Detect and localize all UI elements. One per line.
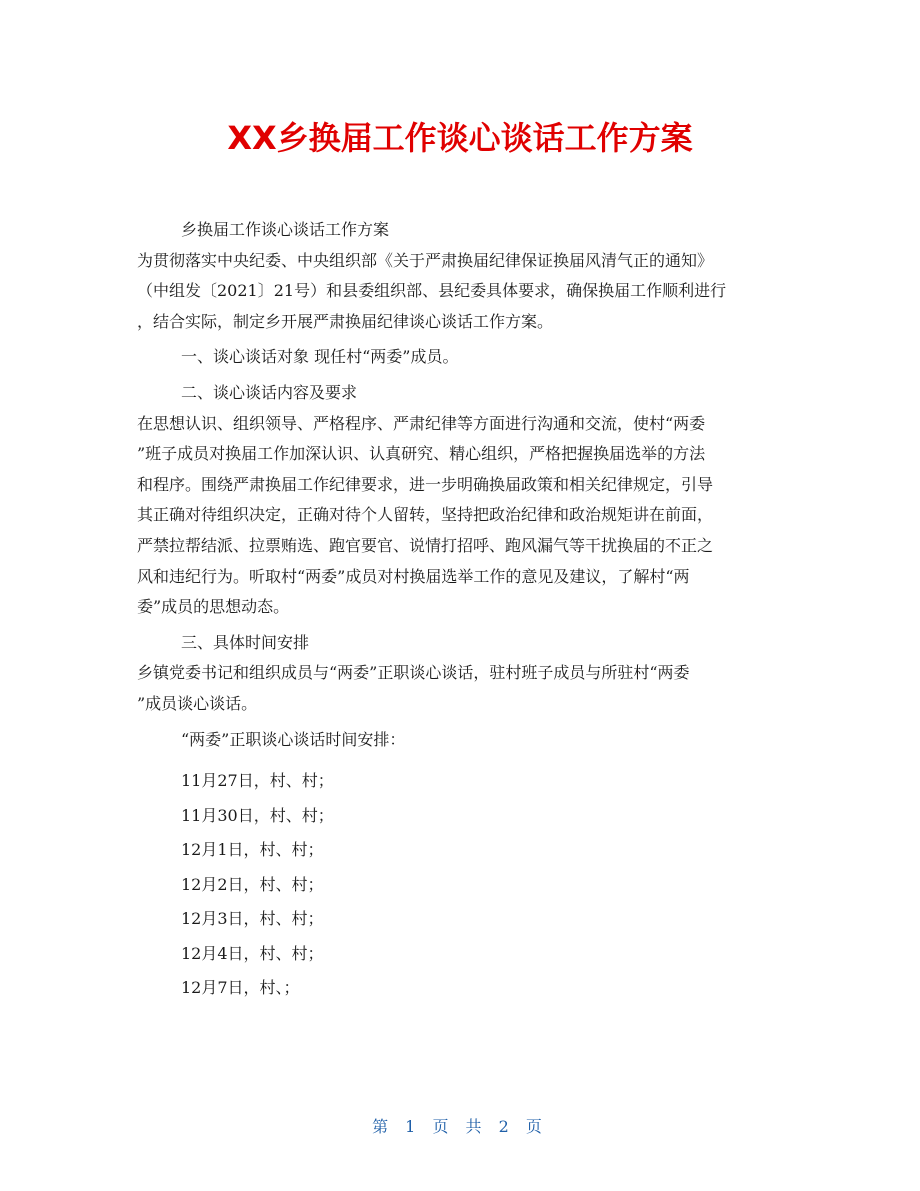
schedule-item: 12月4日，村、村；	[181, 943, 324, 963]
section-2-line: 在思想认识、组织领导、严格程序、严肃纪律等方面进行沟通和交流，使村“两委	[137, 413, 706, 433]
intro-line: 为贯彻落实中央纪委、中央组织部《关于严肃换届纪律保证换届风清气正的通知》	[137, 250, 714, 270]
intro-line: （中组发〔2021〕21号）和县委组织部、县纪委具体要求，确保换届工作顺利进行	[137, 281, 727, 301]
section-2-line: 严禁拉帮结派、拉票贿选、跑官要官、说情打招呼、跑风漏气等干扰换届的不正之	[137, 535, 714, 555]
section-1: 一、谈心谈话对象 现任村“两委”成员。	[181, 347, 459, 367]
section-2-line: 委”成员的思想动态。	[137, 597, 290, 617]
document-subtitle: 乡换届工作谈心谈话工作方案	[181, 220, 390, 239]
section-2-line: 风和违纪行为。听取村“两委”成员对村换届选举工作的意见及建议，了解村“两	[137, 566, 690, 586]
section-2-line: 和程序。围绕严肃换届工作纪律要求，进一步明确换届政策和相关纪律规定，引导	[137, 474, 714, 494]
schedule-item: 12月1日，村、村；	[181, 840, 324, 860]
document-body	[137, 215, 787, 1006]
section-3-heading: 三、具体时间安排	[181, 632, 310, 652]
schedule-list	[137, 764, 787, 1006]
section-3-line: ”成员谈心谈话。	[137, 693, 258, 713]
schedule-item: 12月7日，村、；	[181, 978, 300, 998]
section-2-line: ”班子成员对换届工作加深认识、认真研究、精心组织，严格把握换届选举的方法	[137, 444, 706, 464]
schedule-item: 12月3日，村、村；	[181, 909, 324, 929]
schedule-item: 12月2日，村、村；	[181, 874, 324, 894]
section-3-line: 乡镇党委书记和组织成员与“两委”正职谈心谈话，驻村班子成员与所驻村“两委	[137, 663, 690, 683]
section-2-line: 其正确对待组织决定，正确对待个人留转，坚持把政治纪律和政治规矩讲在前面，	[137, 505, 714, 525]
schedule-heading: “两委”正职谈心谈话时间安排：	[181, 729, 406, 749]
schedule-item: 11月27日，村、村；	[181, 771, 334, 791]
intro-line: ，结合实际，制定乡开展严肃换届纪律谈心谈话工作方案。	[137, 311, 554, 331]
page-indicator: 第 1 页 共 2 页	[372, 1117, 548, 1136]
document-title: XX乡换届工作谈心谈话工作方案	[227, 119, 693, 157]
section-2-heading: 二、谈心谈话内容及要求	[181, 382, 358, 402]
schedule-item: 11月30日，村、村；	[181, 805, 334, 825]
